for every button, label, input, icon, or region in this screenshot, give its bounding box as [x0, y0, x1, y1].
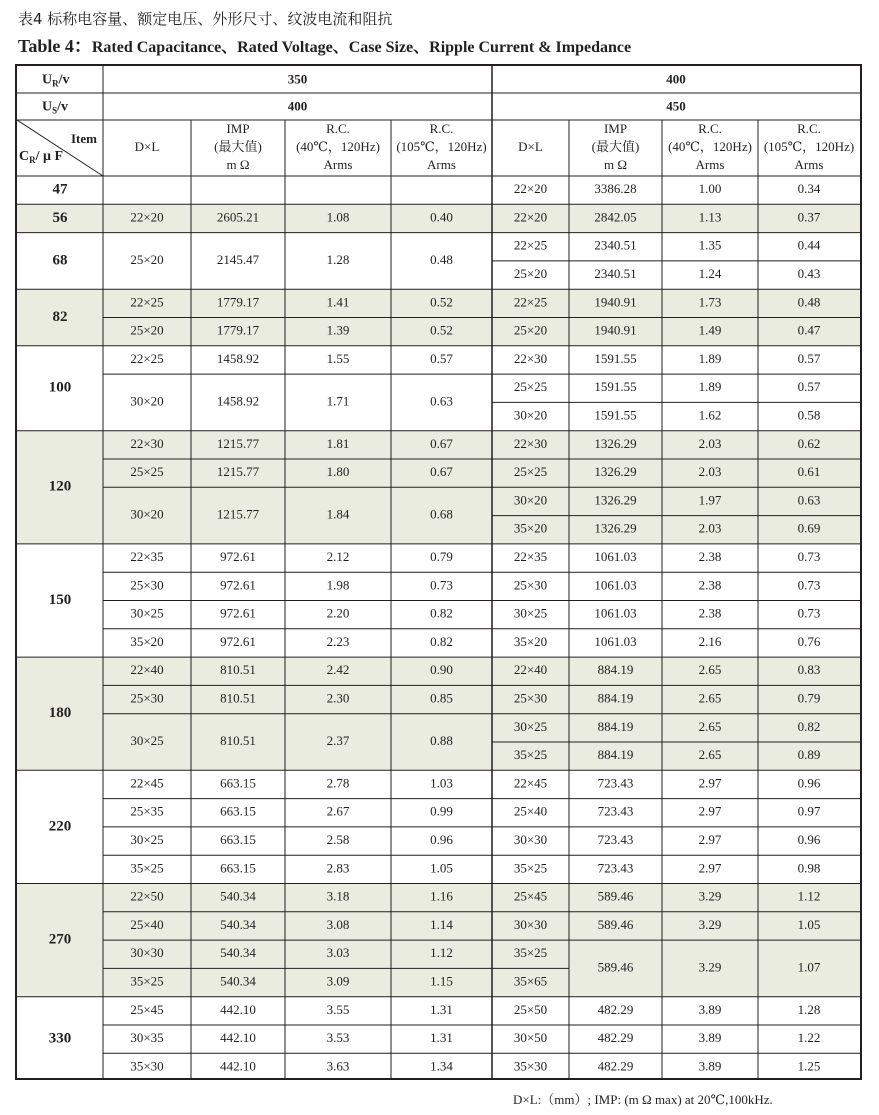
case-size-cell: 30×20	[130, 506, 164, 522]
case-size-cell: 22×20	[513, 181, 548, 197]
impedance-cell: 723.43	[597, 775, 634, 791]
column-header-line: R.C.	[797, 120, 821, 136]
case-size-cell: 22×30	[513, 350, 548, 366]
case-size-cell: 30×25	[513, 718, 548, 734]
impedance-cell: 810.51	[220, 690, 256, 706]
case-size-cell: 35×20	[513, 520, 548, 536]
case-size-cell: 22×30	[513, 435, 548, 451]
ripple-current-cell: 0.79	[797, 690, 821, 706]
ripple-current-cell: 1.05	[430, 860, 453, 876]
column-header-line: R.C.	[326, 120, 350, 136]
case-size-cell: 25×25	[130, 464, 164, 480]
impedance-cell: 1779.17	[216, 322, 260, 338]
ripple-current-cell: 0.57	[797, 379, 821, 395]
impedance-cell: 540.34	[220, 973, 256, 989]
footnote: D×L:（mm）; IMP: (m Ω max) at 20℃,100kHz.	[513, 1092, 773, 1107]
impedance-cell: 2605.21	[216, 209, 260, 225]
ripple-current-cell: 2.78	[326, 775, 350, 791]
impedance-cell: 1458.92	[216, 393, 260, 409]
diagonal-line	[17, 120, 103, 176]
ripple-current-cell: 0.57	[430, 350, 453, 366]
impedance-cell: 540.34	[220, 916, 256, 932]
table-title-chinese: 表4 标称电容量、额定电压、外形尺寸、纹波电流和阻抗	[18, 10, 393, 28]
rated-voltage-400: 400	[666, 71, 686, 87]
ripple-current-cell: 0.79	[430, 549, 453, 565]
ripple-current-cell: 1.62	[698, 407, 722, 423]
ripple-current-cell: 3.29	[698, 959, 722, 975]
impedance-cell: 723.43	[597, 803, 634, 819]
case-size-cell: 22×25	[130, 350, 164, 366]
ripple-current-cell: 0.73	[430, 577, 453, 593]
ripple-current-cell: 1.15	[430, 973, 453, 989]
ripple-current-cell: 2.38	[698, 605, 722, 621]
ripple-current-cell: 2.16	[698, 633, 722, 649]
capacitance-value: 180	[48, 705, 72, 722]
ripple-current-cell: 2.67	[326, 803, 350, 819]
ripple-current-cell: 3.29	[698, 888, 722, 904]
spec-table	[15, 64, 862, 1080]
ripple-current-cell: 1.24	[698, 266, 722, 282]
case-size-cell: 30×35	[130, 1030, 164, 1046]
case-size-cell: 22×35	[513, 549, 548, 565]
case-size-cell: 25×50	[513, 1001, 548, 1017]
case-size-cell: 22×40	[130, 662, 164, 678]
capacitance-value: 47	[52, 181, 68, 198]
ripple-current-cell: 1.73	[698, 294, 722, 310]
ripple-current-cell: 0.57	[797, 350, 821, 366]
impedance-cell: 482.29	[597, 1030, 634, 1046]
ripple-current-cell: 2.03	[698, 435, 722, 451]
case-size-cell: 25×30	[130, 577, 164, 593]
surge-voltage-400: 400	[287, 98, 308, 114]
case-size-cell: 22×25	[513, 237, 548, 253]
case-size-cell: 30×20	[130, 393, 164, 409]
case-size-cell: 30×30	[130, 945, 164, 961]
ripple-current-cell: 1.35	[698, 237, 722, 253]
case-size-cell: 35×25	[130, 973, 164, 989]
column-header-line: (40℃，120Hz)	[296, 138, 380, 154]
ripple-current-cell: 0.82	[430, 605, 453, 621]
ripple-current-cell: 1.25	[797, 1058, 821, 1074]
ripple-current-cell: 3.89	[698, 1001, 722, 1017]
case-size-cell: 30×30	[513, 916, 548, 932]
ripple-current-cell: 2.38	[698, 549, 722, 565]
impedance-cell: 540.34	[220, 945, 256, 961]
case-size-cell: 25×40	[130, 916, 164, 932]
ripple-current-cell: 2.03	[698, 520, 722, 536]
ripple-current-cell: 0.62	[797, 435, 821, 451]
impedance-cell: 1061.03	[594, 605, 637, 621]
impedance-cell: 1940.91	[594, 294, 637, 310]
impedance-cell: 442.10	[220, 1001, 256, 1017]
ripple-current-cell: 0.69	[797, 520, 821, 536]
column-header-line: (40℃，120Hz)	[668, 138, 752, 154]
case-size-cell: 30×20	[513, 407, 548, 423]
ripple-current-cell: 0.99	[430, 803, 453, 819]
ripple-current-cell: 0.82	[430, 633, 453, 649]
impedance-cell: 1215.77	[216, 435, 260, 451]
case-size-cell: 22×40	[513, 662, 548, 678]
ripple-current-cell: 0.96	[430, 832, 453, 848]
ripple-current-cell: 2.97	[698, 860, 722, 876]
ripple-current-cell: 1.39	[326, 322, 350, 338]
ripple-current-cell: 0.61	[797, 464, 821, 480]
ripple-current-cell: 1.34	[430, 1058, 453, 1074]
ripple-current-cell: 0.48	[430, 251, 453, 267]
case-size-cell: 25×45	[130, 1001, 164, 1017]
impedance-cell: 972.61	[220, 605, 256, 621]
ripple-current-cell: 1.84	[326, 506, 350, 522]
ripple-current-cell: 0.52	[430, 294, 453, 310]
ripple-current-cell: 0.96	[797, 775, 821, 791]
case-size-cell: 30×50	[513, 1030, 548, 1046]
ripple-current-cell: 2.65	[698, 690, 722, 706]
case-size-cell: 35×20	[513, 633, 548, 649]
case-size-cell: 22×25	[130, 294, 164, 310]
ripple-current-cell: 1.55	[326, 350, 350, 366]
ripple-current-cell: 1.89	[698, 350, 722, 366]
ripple-current-cell: 0.34	[797, 181, 821, 197]
case-size-cell: 25×30	[130, 690, 164, 706]
case-size-cell: 30×25	[130, 832, 164, 848]
impedance-cell: 1061.03	[594, 549, 637, 565]
ripple-current-cell: 1.89	[698, 379, 722, 395]
impedance-cell: 884.19	[597, 747, 634, 763]
impedance-cell: 589.46	[597, 959, 634, 975]
case-size-cell: 35×25	[130, 860, 164, 876]
ripple-current-cell: 1.28	[797, 1001, 821, 1017]
ripple-current-cell: 1.97	[698, 492, 722, 508]
ripple-current-cell: 3.08	[326, 916, 350, 932]
ur-label: $U_R/v$	[42, 72, 70, 89]
ripple-current-cell: 0.68	[430, 506, 453, 522]
case-size-cell: 22×20	[513, 209, 548, 225]
ripple-current-cell: 2.37	[326, 732, 350, 748]
case-size-cell: 30×25	[130, 732, 164, 748]
column-header-line: R.C.	[698, 120, 722, 136]
column-header-line: Arms	[794, 156, 824, 172]
column-header-line: Arms	[427, 156, 456, 172]
column-header-line: (105℃，120Hz)	[396, 138, 487, 154]
impedance-cell: 540.34	[220, 888, 256, 904]
ripple-current-cell: 3.89	[698, 1030, 722, 1046]
impedance-cell: 884.19	[597, 718, 634, 734]
ripple-current-cell: 0.82	[797, 718, 821, 734]
capacitance-value: 100	[48, 379, 72, 396]
ripple-current-cell: 0.67	[430, 464, 453, 480]
case-size-cell: 25×25	[513, 464, 548, 480]
case-size-cell: 22×20	[130, 209, 164, 225]
case-size-cell: 25×30	[513, 577, 548, 593]
impedance-cell: 2145.47	[216, 251, 260, 267]
ripple-current-cell: 0.58	[797, 407, 821, 423]
column-header-line: Arms	[695, 156, 725, 172]
ripple-current-cell: 1.28	[326, 251, 350, 267]
ripple-current-cell: 3.03	[326, 945, 350, 961]
impedance-cell: 1591.55	[594, 350, 637, 366]
ripple-current-cell: 2.65	[698, 662, 722, 678]
column-header-line: m Ω	[226, 156, 250, 172]
ripple-current-cell: 2.20	[326, 605, 350, 621]
impedance-cell: 2842.05	[594, 209, 637, 225]
case-size-cell: 25×20	[130, 322, 164, 338]
impedance-cell: 1591.55	[594, 407, 637, 423]
case-size-cell: 35×30	[130, 1058, 164, 1074]
ripple-current-cell: 1.08	[326, 209, 350, 225]
impedance-cell: 1061.03	[594, 577, 637, 593]
column-header-dl: D×L	[518, 138, 543, 154]
impedance-cell: 810.51	[220, 732, 256, 748]
capacitance-value: 68	[52, 252, 68, 269]
ripple-current-cell: 0.73	[797, 549, 821, 565]
ripple-current-cell: 3.63	[326, 1058, 350, 1074]
spec-table-grid	[17, 66, 860, 1078]
ripple-current-cell: 2.97	[698, 803, 722, 819]
impedance-cell: 810.51	[220, 662, 256, 678]
ripple-current-cell: 1.71	[326, 393, 350, 409]
impedance-cell: 442.10	[220, 1030, 256, 1046]
ripple-current-cell: 0.96	[797, 832, 821, 848]
surge-voltage-450: 450	[666, 98, 686, 114]
impedance-cell: 482.29	[597, 1058, 634, 1074]
cr-label: $C_R/$ μ F	[19, 149, 64, 166]
impedance-cell: 1061.03	[594, 633, 637, 649]
impedance-cell: 723.43	[597, 860, 634, 876]
ripple-current-cell: 0.85	[430, 690, 453, 706]
ripple-current-cell: 2.03	[698, 464, 722, 480]
ripple-current-cell: 0.63	[797, 492, 821, 508]
ripple-current-cell: 1.03	[430, 775, 453, 791]
impedance-cell: 2340.51	[594, 237, 637, 253]
ripple-current-cell: 0.63	[430, 393, 453, 409]
case-size-cell: 35×25	[513, 945, 548, 961]
column-header-line: (最大值)	[591, 138, 640, 154]
impedance-cell: 1326.29	[594, 492, 637, 508]
impedance-cell: 2340.51	[594, 266, 637, 282]
ripple-current-cell: 0.37	[797, 209, 821, 225]
capacitance-value: 82	[52, 308, 68, 325]
case-size-cell: 25×40	[513, 803, 548, 819]
case-size-cell: 30×25	[513, 605, 548, 621]
ripple-current-cell: 0.97	[797, 803, 821, 819]
column-header-line: Arms	[323, 156, 353, 172]
ripple-current-cell: 1.12	[797, 888, 821, 904]
ripple-current-cell: 0.52	[430, 322, 453, 338]
impedance-cell: 1326.29	[594, 435, 637, 451]
ripple-current-cell: 0.44	[797, 237, 821, 253]
case-size-cell: 35×65	[513, 973, 548, 989]
ripple-current-cell: 2.30	[326, 690, 350, 706]
column-header-line: IMP	[603, 120, 628, 136]
case-size-cell: 25×30	[513, 690, 548, 706]
column-header-line: (105℃，120Hz)	[763, 138, 855, 154]
capacitance-value: 270	[48, 931, 72, 948]
case-size-cell: 22×45	[513, 775, 548, 791]
ripple-current-cell: 1.81	[326, 435, 350, 451]
ripple-current-cell: 2.97	[698, 832, 722, 848]
ripple-current-cell: 2.23	[326, 633, 350, 649]
ripple-current-cell: 0.48	[797, 294, 821, 310]
capacitance-value: 220	[48, 818, 72, 835]
case-size-cell: 25×20	[513, 266, 548, 282]
table-number: Table 4：	[18, 36, 92, 56]
ripple-current-cell: 1.14	[430, 916, 453, 932]
ripple-current-cell: 0.88	[430, 732, 453, 748]
column-header-line: IMP	[226, 120, 250, 136]
impedance-cell: 589.46	[597, 916, 634, 932]
case-size-cell: 25×20	[130, 251, 164, 267]
impedance-cell: 3386.28	[594, 181, 637, 197]
case-size-cell: 30×25	[130, 605, 164, 621]
impedance-cell: 589.46	[597, 888, 634, 904]
ripple-current-cell: 0.90	[430, 662, 453, 678]
ripple-current-cell: 1.00	[698, 181, 722, 197]
case-size-cell: 22×30	[130, 435, 164, 451]
ripple-current-cell: 2.65	[698, 718, 722, 734]
impedance-cell: 972.61	[220, 577, 256, 593]
ripple-current-cell: 1.41	[326, 294, 350, 310]
table-title-english	[18, 32, 631, 58]
capacitance-value: 120	[48, 478, 72, 495]
impedance-cell: 1326.29	[594, 464, 637, 480]
ripple-current-cell: 1.98	[326, 577, 350, 593]
impedance-cell: 442.10	[220, 1058, 256, 1074]
impedance-cell: 1326.29	[594, 520, 637, 536]
case-size-cell: 25×25	[513, 379, 548, 395]
case-size-cell: 35×20	[130, 633, 164, 649]
impedance-cell: 884.19	[597, 662, 634, 678]
ripple-current-cell: 1.13	[698, 209, 722, 225]
impedance-cell: 972.61	[220, 549, 256, 565]
case-size-cell: 30×30	[513, 832, 548, 848]
ripple-current-cell: 1.07	[797, 959, 821, 975]
case-size-cell: 22×50	[130, 888, 164, 904]
impedance-cell: 884.19	[597, 690, 634, 706]
ripple-current-cell: 1.12	[430, 945, 453, 961]
capacitance-value: 330	[48, 1030, 72, 1047]
impedance-cell: 1215.77	[216, 506, 260, 522]
ripple-current-cell: 2.12	[326, 549, 350, 565]
impedance-cell: 723.43	[597, 832, 634, 848]
ripple-current-cell: 0.40	[430, 209, 453, 225]
capacitance-value: 56	[52, 209, 68, 226]
column-header-line: R.C.	[429, 120, 454, 136]
ripple-current-cell: 2.38	[698, 577, 722, 593]
impedance-cell: 1779.17	[216, 294, 260, 310]
ripple-current-cell: 3.53	[326, 1030, 350, 1046]
ripple-current-cell: 3.55	[326, 1001, 350, 1017]
case-size-cell: 35×25	[513, 747, 548, 763]
ripple-current-cell: 3.89	[698, 1058, 722, 1074]
ripple-current-cell: 0.76	[797, 633, 821, 649]
case-size-cell: 25×20	[513, 322, 548, 338]
impedance-cell: 482.29	[597, 1001, 634, 1017]
impedance-cell: 972.61	[220, 633, 256, 649]
ripple-current-cell: 1.05	[797, 916, 821, 932]
ripple-current-cell: 0.83	[797, 662, 821, 678]
ripple-current-cell: 0.43	[797, 266, 821, 282]
ripple-current-cell: 3.18	[326, 888, 350, 904]
ripple-current-cell: 0.67	[430, 435, 453, 451]
column-header-dl: D×L	[134, 138, 160, 154]
ripple-current-cell: 2.42	[326, 662, 350, 678]
impedance-cell: 1940.91	[594, 322, 637, 338]
impedance-cell: 663.15	[220, 860, 256, 876]
ripple-current-cell: 1.49	[698, 322, 722, 338]
ripple-current-cell: 1.22	[797, 1030, 821, 1046]
impedance-cell: 663.15	[220, 803, 256, 819]
column-header-line: (最大值)	[214, 138, 262, 154]
case-size-cell: 22×25	[513, 294, 548, 310]
ripple-current-cell: 0.47	[797, 322, 821, 338]
case-size-cell: 22×45	[130, 775, 164, 791]
impedance-cell: 1215.77	[216, 464, 260, 480]
ripple-current-cell: 1.31	[430, 1030, 453, 1046]
ripple-current-cell: 3.09	[326, 973, 350, 989]
ripple-current-cell: 1.16	[430, 888, 453, 904]
ripple-current-cell: 2.58	[326, 832, 350, 848]
column-header-line: m Ω	[603, 156, 628, 172]
ripple-current-cell: 0.98	[797, 860, 821, 876]
ripple-current-cell: 1.80	[326, 464, 350, 480]
ripple-current-cell: 0.73	[797, 577, 821, 593]
ripple-current-cell: 3.29	[698, 916, 722, 932]
ripple-current-cell: 2.97	[698, 775, 722, 791]
ripple-current-cell: 1.31	[430, 1001, 453, 1017]
case-size-cell: 35×30	[513, 1058, 548, 1074]
case-size-cell: 35×25	[513, 860, 548, 876]
case-size-cell: 30×20	[513, 492, 548, 508]
capacitance-value: 150	[48, 591, 72, 608]
ripple-current-cell: 0.89	[797, 747, 821, 763]
ripple-current-cell: 0.73	[797, 605, 821, 621]
table-title-text: Rated Capacitance、Rated Voltage、Case Size、Ripple Current & Impedance	[91, 39, 632, 56]
case-size-cell: 25×35	[130, 803, 164, 819]
ripple-current-cell: 2.83	[326, 860, 350, 876]
rated-voltage-350: 350	[287, 71, 308, 87]
impedance-cell: 663.15	[220, 775, 256, 791]
impedance-cell: 663.15	[220, 832, 256, 848]
impedance-cell: 1458.92	[216, 350, 260, 366]
ripple-current-cell: 2.65	[698, 747, 722, 763]
case-size-cell: 25×45	[513, 888, 548, 904]
case-size-cell: 22×35	[130, 549, 164, 565]
impedance-cell: 1591.55	[594, 379, 637, 395]
us-label: $U_S/v$	[42, 99, 69, 116]
item-label: Item	[71, 130, 97, 146]
